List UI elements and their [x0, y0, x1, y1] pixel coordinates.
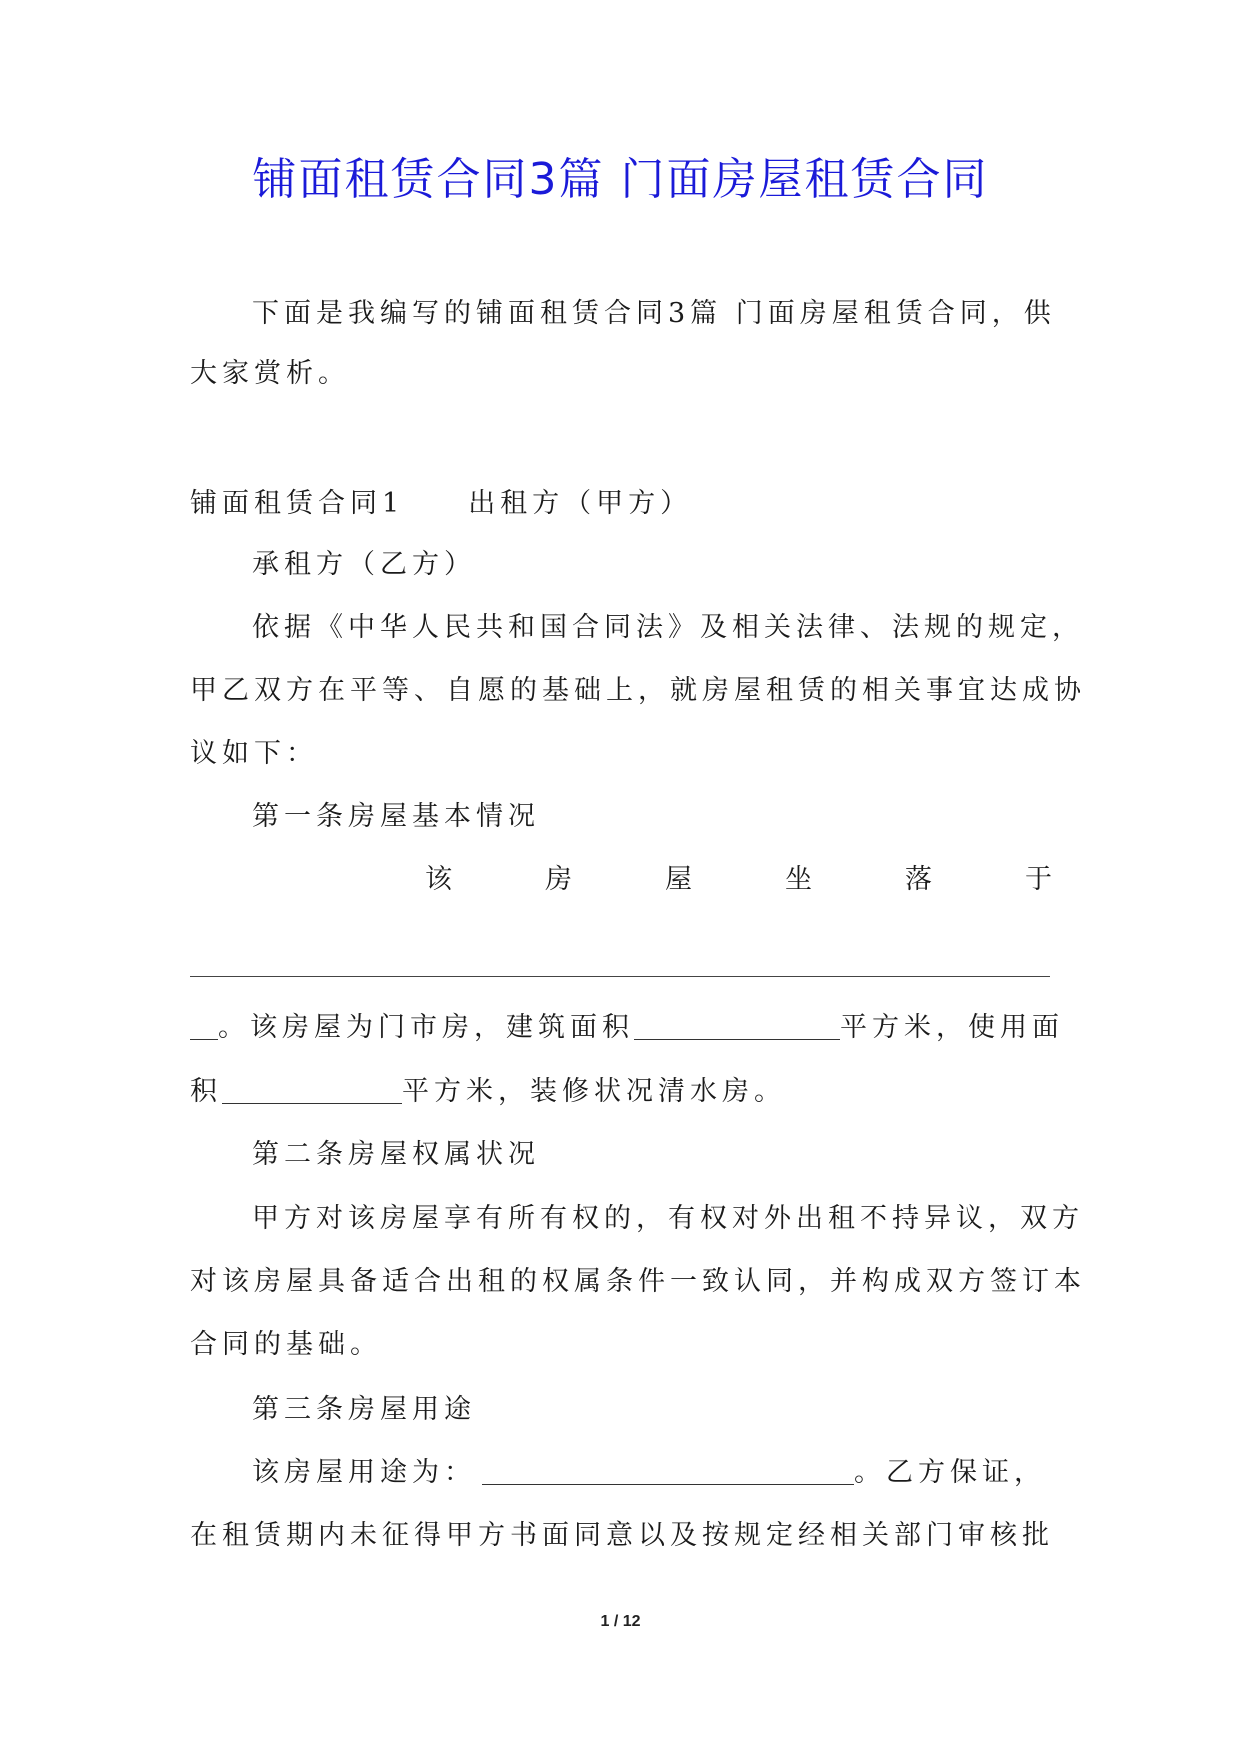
location-char: 房 [545, 864, 572, 895]
article-2-title: 第二条房屋权属状况 [252, 1139, 540, 1170]
location-char: 该 [425, 864, 452, 895]
article-1-location-line [425, 860, 1052, 900]
article-2-line-1: 甲方对该房屋享有所有权的，有权对外出租不持异议，双方 [252, 1203, 1084, 1234]
basis-line-3: 议如下： [190, 738, 318, 769]
location-char: 坐 [785, 864, 812, 895]
blank-field [482, 1458, 854, 1485]
location-char: 落 [905, 864, 932, 895]
article-2-line-2: 对该房屋具备适合出租的权属条件一致认同，并构成双方签订本 [190, 1266, 1086, 1297]
document-title: 铺面租赁合同3篇 门面房屋租赁合同 [252, 154, 989, 205]
intro-line-2: 大家赏析。 [190, 358, 350, 389]
location-char: 屋 [665, 864, 692, 895]
lessee-label: 承租方（乙方） [252, 549, 476, 580]
usage-text: 该房屋用途为： [252, 1457, 476, 1488]
basis-line-2: 甲乙双方在平等、自愿的基础上，就房屋租赁的相关事宜达成协 [190, 675, 1086, 706]
contract-1-heading: 铺面租赁合同1 [190, 488, 405, 519]
article-3-line-2: 在租赁期内未征得甲方书面同意以及按规定经相关部门审核批 [190, 1520, 1054, 1551]
usage-text: 。乙方保证， [854, 1457, 1046, 1488]
article-3-title: 第三条房屋用途 [252, 1394, 476, 1425]
article-2-line-3: 合同的基础。 [190, 1329, 382, 1360]
blank-field [190, 1013, 218, 1040]
article-1-title: 第一条房屋基本情况 [252, 801, 540, 832]
intro-line-1: 下面是我编写的铺面租赁合同3篇 门面房屋租赁合同，供 [252, 298, 1056, 329]
article-3-line-1 [252, 1453, 1052, 1493]
lessor-label: 出租方（甲方） [468, 488, 693, 519]
area-text: 平方米，装修状况清水房。 [402, 1076, 786, 1107]
blank-field [634, 1013, 840, 1040]
page-number: 1 / 12 [600, 1613, 641, 1630]
basis-line-1: 依据《中华人民共和国合同法》及相关法律、法规的规定， [252, 612, 1084, 643]
area-text: 。该房屋为门市房，建筑面积 [218, 1012, 634, 1043]
blank-field [222, 1077, 402, 1104]
article-1-area-line-1 [190, 1008, 1064, 1048]
location-char: 于 [1025, 864, 1052, 895]
area-text: 平方米，使用面 [840, 1012, 1064, 1043]
contract-1-header-line [190, 484, 1052, 524]
location-blank-line [190, 976, 1050, 977]
article-1-area-line-2 [190, 1072, 1052, 1112]
area-text: 积 [190, 1076, 222, 1107]
